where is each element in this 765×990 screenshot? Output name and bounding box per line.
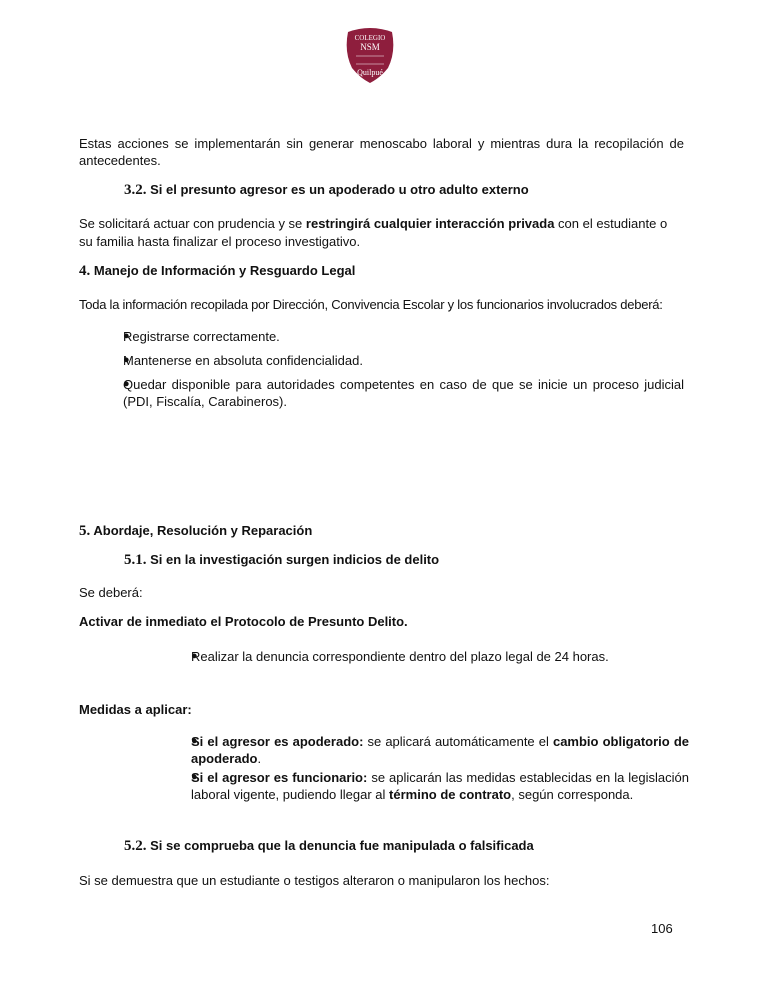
list-item: ● Registrarse correctamente.: [100, 328, 684, 345]
section-title: Si en la investigación surgen indicios de delito: [150, 552, 440, 567]
list-item: ● Si el agresor es apoderado: se aplicará automáticamente el cambio obligatorio de apoderado.: [168, 733, 689, 767]
section-4-list: [100, 328, 684, 410]
section-title: Manejo de Información y Resguardo Legal: [93, 263, 356, 278]
medidas-heading: Medidas a aplicar:: [79, 702, 192, 717]
intro-paragraph: Estas acciones se implementarán sin generar menoscabo laboral y mientras dura la recopilación de antecedentes.: [79, 136, 684, 168]
section-3-2-heading: [124, 182, 529, 199]
section-5-2-paragraph: Si se demuestra que un estudiante o testigos alteraron o manipularon los hechos:: [79, 873, 550, 888]
medidas-list: [168, 733, 689, 803]
section-number: 4.: [79, 263, 91, 279]
denuncia-list: [168, 648, 689, 665]
list-item: ● Quedar disponible para autoridades competentes en caso de que se inicie un proceso judicial (PDI, Fiscalía, Carabineros).: [100, 376, 684, 410]
section-4-paragraph: Toda la información recopilada por Dirección, Convivencia Escolar y los funcionarios involucrados deberá:: [79, 297, 663, 312]
crest-line2: NSM: [360, 42, 380, 52]
list-item: ● Realizar la denuncia correspondiente dentro del plazo legal de 24 horas.: [168, 648, 689, 665]
section-number: 5.: [79, 523, 91, 539]
section-title: Si el presunto agresor es un apoderado u otro adulto externo: [150, 182, 529, 197]
crest-line3: Quilpué: [357, 68, 383, 77]
school-crest-logo: [342, 26, 398, 84]
section-title: Abordaje, Resolución y Reparación: [93, 523, 313, 538]
section-5-1-heading: [124, 552, 439, 569]
page-number: 106: [651, 921, 673, 936]
section-3-2-paragraph: Se solicitará actuar con prudencia y se restringirá cualquier interacción privada con el estudiante o su familia hasta finalizar el proceso investigativo.: [79, 216, 668, 249]
section-5-heading: [79, 523, 312, 540]
section-number: 3.2.: [124, 182, 147, 198]
crest-line1: COLEGIO: [354, 34, 386, 42]
section-number: 5.1.: [124, 552, 147, 568]
section-4-heading: [79, 263, 355, 280]
section-number: 5.2.: [124, 838, 147, 854]
section-title: Si se comprueba que la denuncia fue manipulada o falsificada: [150, 838, 534, 853]
list-item: ● Mantenerse en absoluta confidencialidad.: [100, 352, 684, 369]
section-5-2-heading: [124, 838, 534, 855]
se-debera-text: Se deberá:: [79, 585, 143, 600]
list-item: ● Si el agresor es funcionario: se aplicarán las medidas establecidas en la legislación laboral vigente, pudiendo llegar al término de contrato, según corresponda.: [168, 769, 689, 803]
activar-protocolo-text: Activar de inmediato el Protocolo de Presunto Delito.: [79, 614, 408, 629]
